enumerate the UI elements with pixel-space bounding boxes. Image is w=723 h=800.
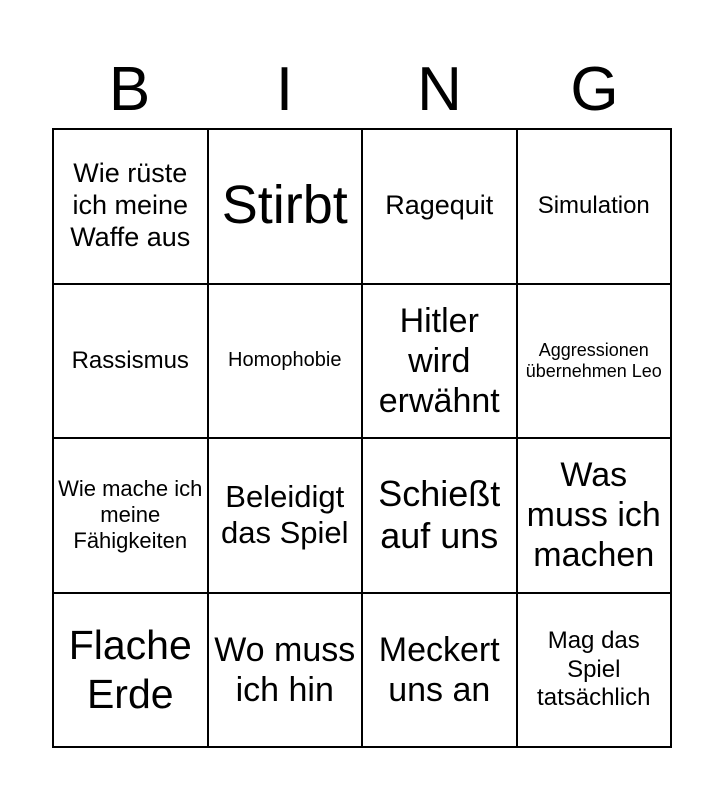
header-letter-g: G <box>570 55 619 124</box>
bingo-cell[interactable] <box>54 285 209 440</box>
cell-text: Aggressionen übernehmen Leo <box>525 339 662 381</box>
header-letter-n: N <box>417 55 462 124</box>
bingo-cell[interactable] <box>209 594 364 749</box>
bingo-cell[interactable] <box>363 130 518 285</box>
cell-text: Ragequit <box>385 190 494 221</box>
bingo-cell[interactable] <box>518 594 673 749</box>
bingo-cell[interactable] <box>54 439 209 594</box>
bingo-cell[interactable] <box>363 594 518 749</box>
cell-text: Wie mache ich meine Fähigkeiten <box>58 476 203 554</box>
cell-text: Wie rüste ich meine Waffe aus <box>70 158 191 253</box>
bingo-cell[interactable] <box>518 130 673 285</box>
bingo-cell[interactable] <box>209 130 364 285</box>
cell-text: Homophobie <box>228 348 342 371</box>
cell-text: Rassismus <box>71 346 189 374</box>
cell-text: Hitler wird erwähnt <box>378 301 500 420</box>
cell-text: Schießt auf uns <box>378 472 501 557</box>
cell-text: Stirbt <box>221 175 348 236</box>
bingo-cell[interactable] <box>363 439 518 594</box>
cell-text: Beleidigt das Spiel <box>220 478 349 551</box>
bingo-header <box>52 52 672 128</box>
bingo-cell[interactable] <box>209 439 364 594</box>
cell-text: Flache Erde <box>68 622 192 717</box>
cell-text: Wo muss ich hin <box>214 630 356 709</box>
cell-text: Meckert uns an <box>378 630 500 709</box>
cell-text: Mag das Spiel tatsächlich <box>537 627 651 711</box>
bingo-cell[interactable] <box>518 439 673 594</box>
bingo-cell[interactable] <box>54 594 209 749</box>
header-letter-i: I <box>275 55 294 124</box>
cell-text: Simulation <box>537 192 650 220</box>
bingo-cell[interactable] <box>209 285 364 440</box>
bingo-cell[interactable] <box>54 130 209 285</box>
bingo-grid <box>52 128 672 748</box>
header-letter-b: B <box>108 55 151 124</box>
bingo-cell[interactable] <box>518 285 673 440</box>
cell-text: Was muss ich machen <box>526 456 661 575</box>
bingo-cell[interactable] <box>363 285 518 440</box>
